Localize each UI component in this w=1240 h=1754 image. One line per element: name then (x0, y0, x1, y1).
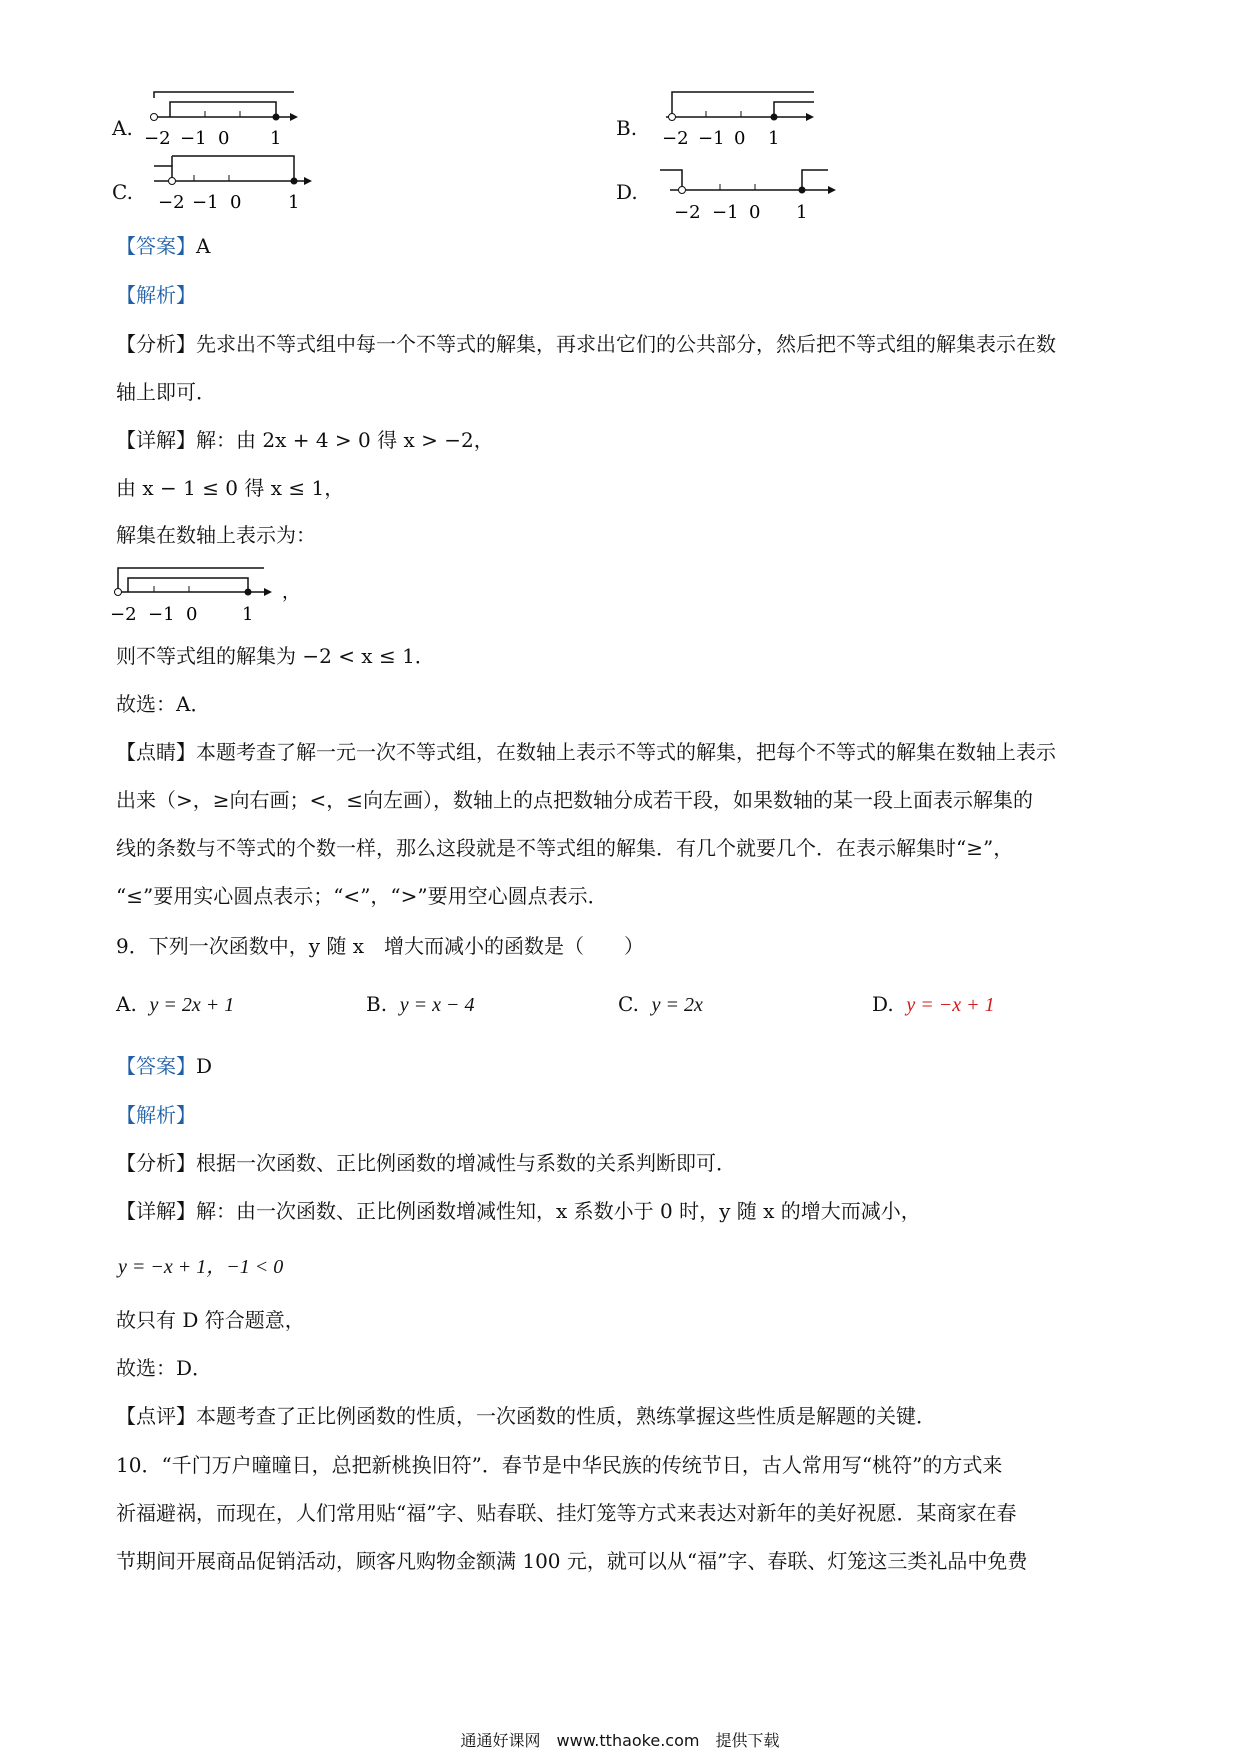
tick-label: 0 (749, 202, 761, 223)
tick-label: −1 (192, 192, 219, 213)
q8-fenxi-line-2: 轴上即可． (116, 380, 216, 404)
answer-value: D (196, 1054, 213, 1078)
q9-xiangjie-line-1: 【详解】解：由一次函数、正比例函数增减性知，x 系数小于 0 时，y 随 x 的增大而减小， (116, 1199, 921, 1223)
tick-label: 1 (242, 604, 254, 625)
q9-option-c: C. y = 2x (618, 992, 703, 1016)
q9-option-a: A. y = 2x + 1 (116, 992, 235, 1016)
q9-analysis-tag: 【解析】 (116, 1103, 196, 1127)
tick-label: −1 (698, 128, 725, 149)
number-line-solution (110, 568, 300, 628)
q9-option-d: D. y = −x + 1 (872, 992, 995, 1016)
q9-option-b: B. y = x − 4 (366, 992, 475, 1016)
tick-label: −2 (662, 128, 689, 149)
q10-line-2: 祈福避祸，而现在，人们常用贴“福”字、贴春联、挂灯笼等方式来表达对新年的美好祝愿．某商家在春 (116, 1501, 1017, 1525)
tick-label: −1 (712, 202, 739, 223)
answer-tag: 【答案】 (116, 234, 196, 258)
answer-value: A (196, 234, 211, 258)
tick-label: 1 (796, 202, 808, 223)
dianping-tag: 【点评】 (116, 1404, 196, 1428)
tick-label: −2 (144, 128, 171, 149)
tick-label: 0 (186, 604, 198, 625)
q10-line-3: 节期间开展商品促销活动，顾客凡购物金额满 100 元，就可以从“福”字、春联、灯笼这三类礼品中免费 (116, 1549, 1028, 1573)
q9-answer-line (116, 1052, 212, 1080)
q8-answer-line (116, 232, 210, 260)
tick-label: 0 (734, 128, 746, 149)
q8-xiangjie-line-4: 则不等式组的解集为 −2 < x ≤ 1． (116, 644, 435, 668)
number-line-a (144, 92, 300, 152)
q8-dianjing-line-2: 出来（>，≥向右画；<，≤向左画），数轴上的点把数轴分成若干段，如果数轴的某一段上面表示解集的 (116, 788, 1034, 812)
option-c-letter: C. (112, 180, 133, 204)
tick-label: −2 (674, 202, 701, 223)
q8-fenxi-line-1: 【分析】先求出不等式组中每一个不等式的解集，再求出它们的公共部分，然后把不等式组的解集表示在数 (116, 332, 1056, 356)
xiangjie-tag: 【详解】 (116, 1199, 196, 1223)
q9-xiangjie-line-2: y = −x + 1，−1 < 0 (118, 1256, 284, 1278)
q9-fenxi-line: 【分析】根据一次函数、正比例函数的增减性与系数的关系判断即可． (116, 1151, 736, 1175)
q8-dianjing-line-3: 线的条数与不等式的个数一样，那么这段就是不等式组的解集．有几个就要几个．在表示解集时“≥”， (116, 836, 1014, 860)
q9-question: 9．下列一次函数中，y 随 x 增大而减小的函数是（ ） (116, 934, 645, 958)
number-line-d (660, 168, 840, 228)
tick-label: 1 (768, 128, 780, 149)
tick-label: 0 (230, 192, 242, 213)
tick-label: 0 (218, 128, 230, 149)
q8-analysis-tag: 【解析】 (116, 283, 196, 307)
dianjing-tag: 【点睛】 (116, 740, 196, 764)
tick-label: 1 (270, 128, 282, 149)
tick-label: −1 (180, 128, 207, 149)
q8-xiangjie-line-2: 由 x − 1 ≤ 0 得 x ≤ 1， (116, 476, 345, 500)
fenxi-tag: 【分析】 (116, 1151, 196, 1175)
q8-dianjing-line-1: 【点睛】本题考查了解一元一次不等式组，在数轴上表示不等式的解集，把每个不等式的解集在数轴上表示 (116, 740, 1056, 764)
q8-dianjing-line-4: “≤”要用实心圆点表示；“<”，“>”要用空心圆点表示． (116, 884, 608, 908)
option-b-letter: B. (616, 116, 638, 140)
q8-xiangjie-line-3: 解集在数轴上表示为： (116, 523, 316, 547)
q9-xiangjie-line-3: 故只有 D 符合题意， (116, 1308, 305, 1332)
q9-dianping-line: 【点评】本题考查了正比例函数的性质，一次函数的性质，熟练掌握这些性质是解题的关键． (116, 1404, 936, 1428)
tick-label: 1 (288, 192, 300, 213)
tick-label: −1 (148, 604, 175, 625)
option-a-letter: A. (112, 116, 133, 140)
q10-line-1: 10．“千门万户曈曈日，总把新桃换旧符”．春节是中华民族的传统节日，古人常用写“桃符”的方式来 (116, 1453, 1003, 1477)
comma: ， (282, 582, 300, 603)
xiangjie-tag: 【详解】 (116, 428, 196, 452)
fenxi-tag: 【分析】 (116, 332, 196, 356)
answer-tag: 【答案】 (116, 1054, 196, 1078)
q8-xiangjie-line-1: 【详解】解：由 2x + 4 > 0 得 x > −2， (116, 428, 494, 452)
option-d-letter: D. (616, 180, 638, 204)
tick-label: −2 (158, 192, 185, 213)
number-line-b (662, 92, 816, 152)
q8-xiangjie-line-5: 故选：A． (116, 692, 211, 716)
number-line-c (154, 156, 304, 216)
q9-xiangjie-line-4: 故选：D． (116, 1356, 213, 1380)
tick-label: −2 (110, 604, 137, 625)
page-footer: 通通好课网 www.tthaoke.com 提供下载 (460, 1731, 780, 1750)
